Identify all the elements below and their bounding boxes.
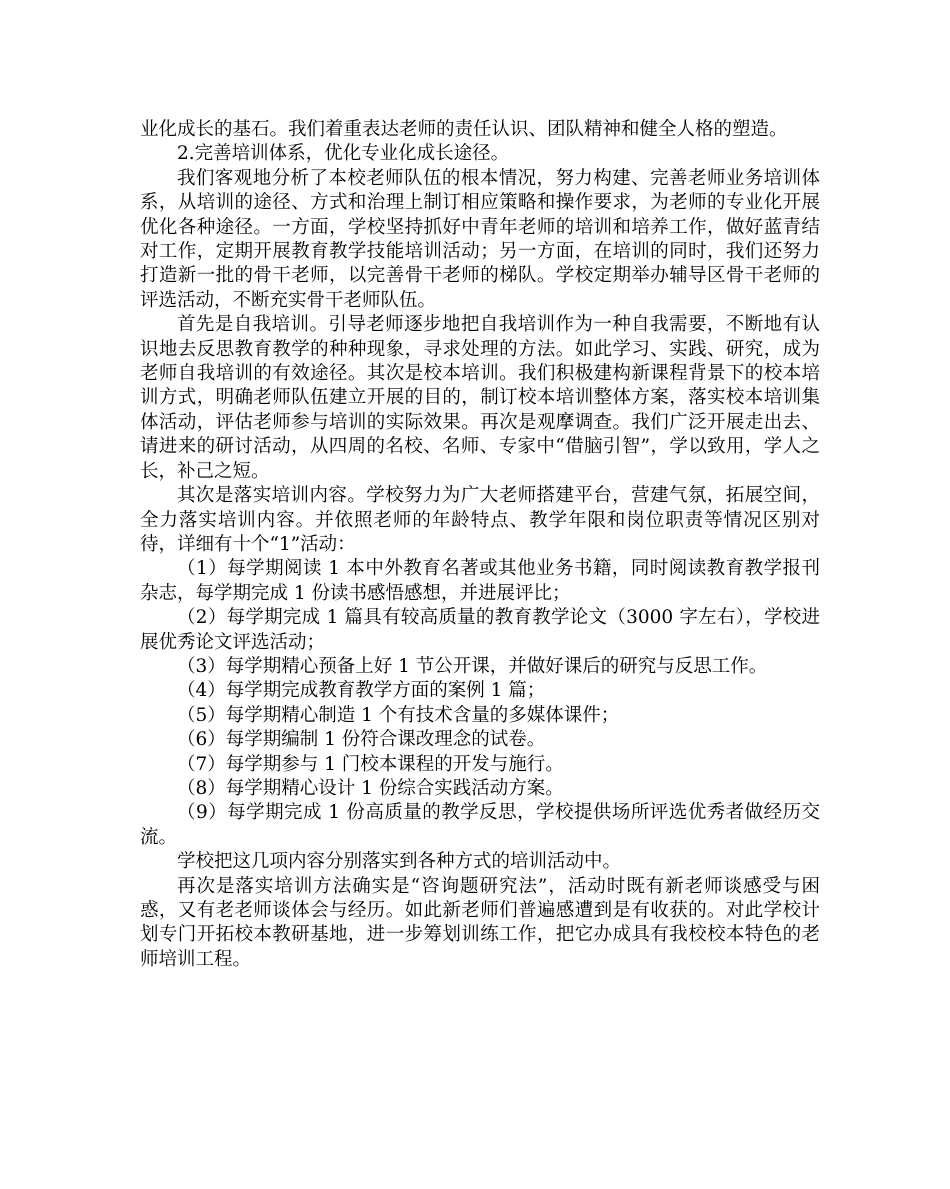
list-item: （1）每学期阅读 1 本中外教育名著或其他业务书籍，同时阅读教育教学报刊杂志，每学期完成 1 份读书感悟感想，并进展评比； — [140, 558, 820, 604]
list-item: （9）每学期完成 1 份高质量的教学反思，学校提供场所评选优秀者做经历交流。 — [140, 802, 820, 848]
paragraph: 其次是落实培训内容。学校努力为广大老师搭建平台，营建气氛，拓展空间，全力落实培训内容。并依照老师的年龄特点、教学年限和岗位职责等情况区别对待，详细有十个“1”活动： — [140, 485, 820, 555]
document-body — [140, 118, 820, 972]
list-item: （6）每学期编制 1 份符合课改理念的试卷。 — [177, 729, 546, 751]
list-item: （5）每学期精心制造 1 个有技术含量的多媒体课件； — [177, 704, 620, 726]
section-heading: 2.完善培训体系，优化专业化成长途径。 — [177, 143, 510, 165]
paragraph: 首先是自我培训。引导老师逐步地把自我培训作为一种自我需要，不断地有认识地去反思教育教学的种种现象，寻求处理的方法。如此学习、实践、研究，成为老师自我培训的有效途径。其次是校本培训。我们积极建构新课程背景下的校本培训方式，明确老师队伍建立开展的目的，制订校本培训整体方案，落实校本培训集体活动，评估老师参与培训的实际效果。再次是观摩调查。我们广泛开展走出去、请进来的研讨活动，从四周的名校、名师、专家中“借脑引智”，学以致用，学人之长，补己之短。 — [140, 314, 820, 482]
list-item: （8）每学期精心设计 1 份综合实践活动方案。 — [177, 777, 564, 799]
list-item: （4）每学期完成教育教学方面的案例 1 篇； — [177, 680, 546, 702]
paragraph-continued: 业化成长的基石。我们着重表达老师的责任认识、团队精神和健全人格的塑造。 — [140, 119, 788, 140]
list-item: （7）每学期参与 1 门校本课程的开发与施行。 — [177, 753, 564, 775]
list-item: （2）每学期完成 1 篇具有较高质量的教育教学论文（3000 字左右），学校进展优秀论文评选活动； — [140, 607, 820, 653]
paragraph: 再次是落实培训方法确实是“咨询题研究法”，活动时既有新老师谈感受与困惑，又有老老师谈体会与经历。如此新老师们普遍感遭到是有收获的。对此学校计划专门开拓校本教研基地，进一步筹划训练工作，把它办成具有我校校本特色的老师培训工程。 — [140, 875, 820, 970]
paragraph: 我们客观地分析了本校老师队伍的根本情况，努力构建、完善老师业务培训体系，从培训的途径、方式和治理上制订相应策略和操作要求，为老师的专业化开展优化各种途径。一方面，学校坚持抓好中青年老师的培训和培养工作，做好蓝青结对工作，定期开展教育教学技能培训活动；另一方面，在培训的同时，我们还努力打造新一批的骨干老师，以完善骨干老师的梯队。学校定期举办辅导区骨干老师的评选活动，不断充实骨干老师队伍。 — [140, 167, 820, 311]
list-item: （3）每学期精心预备上好 1 节公开课，并做好课后的研究与反思工作。 — [177, 655, 768, 677]
paragraph: 学校把这几项内容分别落实到各种方式的培训活动中。 — [177, 851, 622, 873]
